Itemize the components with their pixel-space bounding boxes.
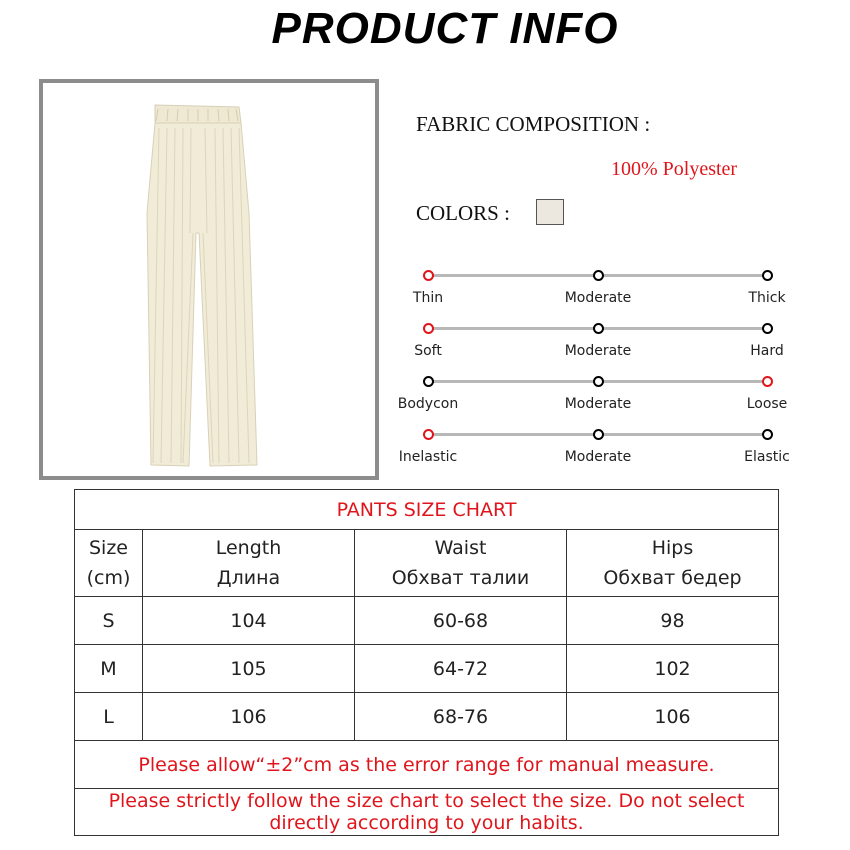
scale-dot-selected: [423, 429, 434, 440]
colors-label: COLORS :: [416, 201, 510, 225]
scale-label: Loose: [746, 396, 788, 412]
scale-dot: [593, 429, 604, 440]
table-row: [75, 645, 779, 693]
header-label: Waist: [434, 537, 487, 559]
scale-label: Inelastic: [398, 449, 458, 465]
scale-dot-selected: [762, 376, 773, 387]
table-cell-size: M: [75, 645, 143, 693]
table-cell-length: 104: [143, 597, 355, 645]
scale-label: Moderate: [564, 343, 632, 359]
scale-row: [0, 274, 850, 314]
scale-label: Soft: [414, 343, 442, 359]
scale-dot: [593, 270, 604, 281]
header-sublabel: (cm): [86, 567, 131, 589]
scale-row: [0, 327, 850, 367]
table-cell-length: 105: [143, 645, 355, 693]
scale-dot: [762, 323, 773, 334]
size-chart-table: [74, 489, 779, 836]
table-cell-waist: 64-72: [355, 645, 567, 693]
table-cell-size: L: [75, 693, 143, 741]
table-cell-waist: 68-76: [355, 693, 567, 741]
table-cell-waist: 60-68: [355, 597, 567, 645]
table-cell-size: S: [75, 597, 143, 645]
scale-label: Elastic: [744, 449, 790, 465]
table-cell-length: 106: [143, 693, 355, 741]
fabric-composition-value: 100% Polyester: [611, 158, 738, 180]
header-cell-size: [75, 530, 143, 597]
scale-dot-selected: [423, 270, 434, 281]
fabric-composition-label: FABRIC COMPOSITION :: [416, 112, 651, 136]
scale-row: [0, 380, 850, 420]
scale-label: Moderate: [564, 449, 632, 465]
header-cell-waist: [355, 530, 567, 597]
scale-dot: [593, 323, 604, 334]
table-cell-hips: 98: [567, 597, 779, 645]
header-cell-hips: [567, 530, 779, 597]
header-label: Size: [88, 537, 128, 559]
scale-dot: [593, 376, 604, 387]
page-title: PRODUCT INFO: [271, 4, 619, 53]
scale-label: Thin: [412, 290, 444, 306]
header-label: Hips: [651, 537, 694, 559]
scale-label: Hard: [750, 343, 784, 359]
header-sublabel: Обхват талии: [391, 567, 530, 589]
scale-dot: [762, 429, 773, 440]
header-cell-length: [143, 530, 355, 597]
table-row: [75, 693, 779, 741]
scale-label: Thick: [748, 290, 786, 306]
header-sublabel: Обхват бедер: [603, 567, 742, 589]
scale-label: Moderate: [564, 290, 632, 306]
size-chart-title: PANTS SIZE CHART: [75, 490, 779, 530]
table-cell-hips: 106: [567, 693, 779, 741]
scale-dot-selected: [423, 323, 434, 334]
measurement-note: Please allow“±2”cm as the error range for manual measure.: [75, 741, 779, 789]
scale-dot: [423, 376, 434, 387]
scale-label: Bodycon: [397, 396, 459, 412]
scale-row: [0, 433, 850, 473]
table-row: [75, 597, 779, 645]
header-label: Length: [215, 537, 282, 559]
table-cell-hips: 102: [567, 645, 779, 693]
header-sublabel: Длина: [216, 567, 281, 589]
scale-dot: [762, 270, 773, 281]
scale-label: Moderate: [564, 396, 632, 412]
color-swatch: [536, 199, 564, 225]
size-selection-note: Please strictly follow the size chart to select the size. Do not select directly according to your habits.: [75, 789, 779, 836]
